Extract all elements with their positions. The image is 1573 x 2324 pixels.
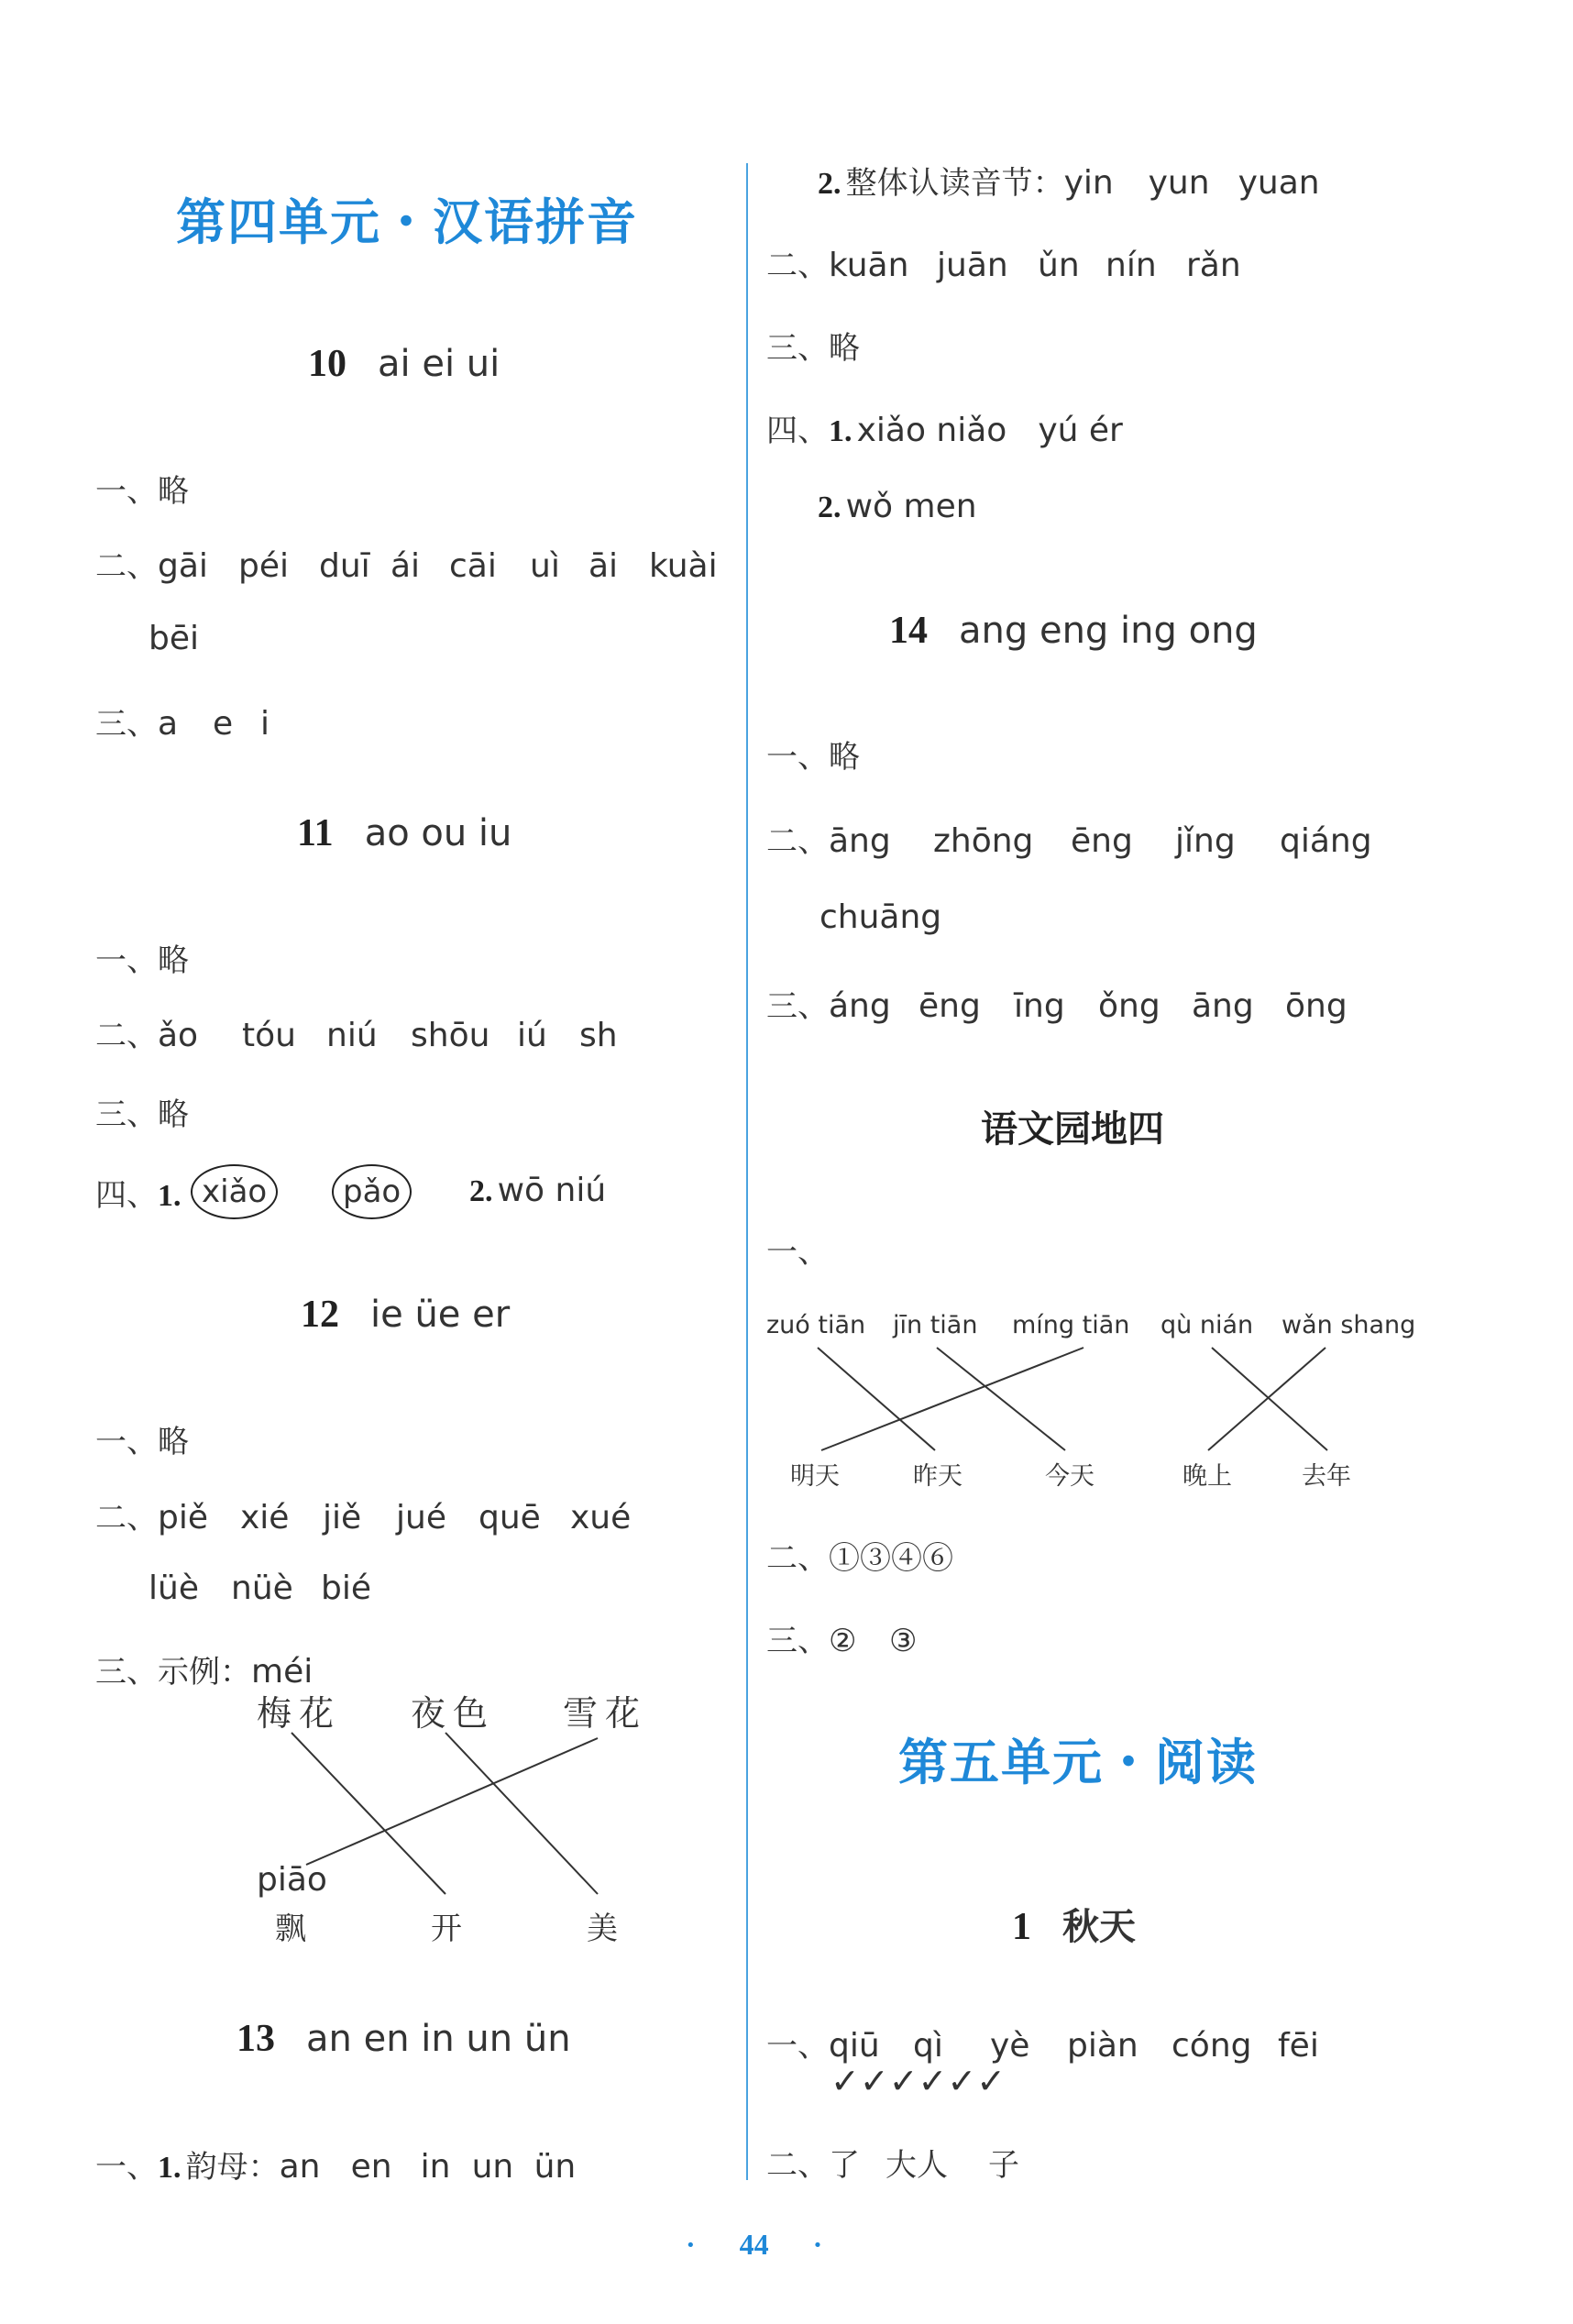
answer: yuan (1238, 164, 1320, 202)
answer: ēng (1071, 822, 1133, 860)
answer: ② (829, 1623, 857, 1659)
answer: ǎo (158, 1017, 199, 1054)
q-label: 三、示例： (95, 1654, 251, 1691)
answer: 了 (829, 2147, 860, 2184)
item-number: 2. (469, 1174, 493, 1208)
lesson-number: 13 (236, 2018, 275, 2060)
l11-q3: 三、略 (95, 1096, 189, 1133)
bottom-cn-5: 去年 (1302, 1462, 1351, 1491)
top-pinyin-4: qù nián (1160, 1311, 1254, 1339)
answer: duī (319, 547, 370, 585)
answer: i (260, 705, 270, 743)
circled-text: pǎo (332, 1164, 412, 1219)
answer: āng (1192, 987, 1254, 1025)
page-number (686, 2228, 822, 2262)
answer: fēi (1278, 2027, 1319, 2065)
checkmark: ✓ (976, 2061, 1006, 2101)
q-label: 三、 (95, 706, 158, 743)
q-label: 三、 (766, 988, 829, 1025)
answer: kuān (829, 247, 909, 284)
answer: juān (937, 247, 1008, 284)
bottom-cn-4: 晚上 (1182, 1462, 1232, 1491)
l14-q2-row2: chuāng (820, 898, 942, 936)
q-label: 二、 (766, 823, 829, 860)
answer: jiě (323, 1499, 362, 1536)
top-pinyin-2: jīn tiān (893, 1311, 978, 1339)
circled-text: xiǎo (191, 1164, 278, 1219)
sub-label: 整体认读音节： (845, 165, 1064, 202)
answer: niú (326, 1017, 378, 1054)
answer: ōng (1285, 987, 1348, 1025)
answer: yè (990, 2027, 1030, 2065)
answer: shōu (411, 1017, 490, 1054)
answer: rǎn (1186, 247, 1241, 284)
answer: 大人 (886, 2147, 948, 2184)
lesson-title: ai ei ui (378, 343, 500, 385)
l14-q1: 一、略 (766, 739, 860, 776)
item-number: 1. (158, 1179, 182, 1213)
page-dot: · (812, 2228, 823, 2261)
answer: āi (588, 547, 619, 585)
answer: yin (1063, 164, 1114, 202)
checkmark: ✓ (859, 2061, 889, 2101)
q-label: 二、 (766, 2147, 829, 2184)
answer: iú (517, 1017, 547, 1054)
garden-q2: 二、①③④⑥ (766, 1540, 953, 1577)
item-number: 2. (818, 490, 842, 524)
lesson-title: ao ou iu (364, 812, 512, 854)
match-line (1208, 1348, 1326, 1450)
answer: a (158, 705, 179, 743)
answer: jué (396, 1499, 446, 1536)
garden-title: 语文园地四 (981, 1108, 1164, 1151)
top-pinyin-5: wǎn shang (1282, 1311, 1416, 1339)
answer: péi (238, 547, 290, 585)
top-pinyin-3: míng tiān (1012, 1311, 1130, 1339)
bottom-cn-2: 昨天 (913, 1462, 962, 1491)
q-label: 四、 (95, 1177, 158, 1214)
answer: qiáng (1280, 822, 1372, 860)
answer: áng (829, 987, 891, 1025)
answer: piě (158, 1499, 209, 1536)
answer: piàn (1067, 2027, 1138, 2065)
item-number: 2. (818, 167, 842, 201)
q-label: 四、 (766, 413, 829, 449)
answer: in (420, 2148, 451, 2186)
answer: bié (321, 1570, 372, 1607)
l12-q1: 一、略 (95, 1424, 189, 1460)
answer: qì (913, 2027, 943, 2065)
answer: qiū (829, 2027, 880, 2065)
match-line (1212, 1348, 1327, 1450)
answer: quē (478, 1499, 541, 1536)
answer: kuài (649, 547, 718, 585)
lesson-number: 14 (889, 610, 928, 652)
answer: un (471, 2148, 514, 2186)
top-word-1: 梅花 (257, 1693, 342, 1734)
answer: xiǎo niǎo (856, 412, 1007, 449)
garden-q1: 一、 (766, 1234, 829, 1271)
bottom-word-3: 美 (587, 1911, 618, 1947)
checkmark: ✓ (830, 2061, 860, 2101)
answer: āng (829, 822, 891, 860)
answer: en (350, 2148, 392, 2186)
lesson-title: ie üe er (370, 1294, 511, 1336)
answer: ǔn (1038, 247, 1080, 284)
answer: lüè (148, 1570, 199, 1607)
answer: ēng (918, 987, 981, 1025)
lesson-number: 12 (301, 1294, 339, 1336)
answer: ③ (889, 1623, 918, 1659)
checkmark: ✓ (888, 2061, 918, 2101)
answer: cóng (1172, 2027, 1252, 2065)
answer: xué (570, 1499, 632, 1536)
top-pinyin-1: zuó tiān (766, 1311, 866, 1339)
answer: gāi (158, 547, 208, 585)
page-number-text: 44 (739, 2228, 769, 2261)
answer: e (213, 705, 234, 743)
answer: wō niú (497, 1172, 607, 1209)
item-number: 1. (158, 2151, 182, 2185)
sub-label: 韵母： (185, 2149, 280, 2186)
answer: nín (1106, 247, 1157, 284)
bottom-cn-1: 明天 (790, 1462, 840, 1491)
q-label: 三、 (766, 1623, 829, 1659)
unit4-title: 第四单元・汉语拼音 (176, 193, 638, 251)
match-line (821, 1348, 1084, 1450)
bottom-pinyin: piāo (257, 1861, 327, 1899)
answer: zhōng (933, 822, 1034, 860)
lesson-title: an en in un ün (306, 2018, 571, 2060)
answer: jǐng (1175, 822, 1236, 860)
bottom-word-2: 开 (431, 1911, 462, 1947)
answer: xié (240, 1499, 290, 1536)
unit5-title: 第五单元・阅读 (898, 1734, 1258, 1791)
item-number: 1. (829, 414, 852, 448)
q-label: 二、 (95, 1018, 158, 1054)
answer: uì (530, 547, 560, 585)
top-word-2: 夜色 (411, 1693, 496, 1734)
answer: ái (390, 547, 421, 585)
answer: yú ér (1038, 412, 1123, 449)
match-line (446, 1733, 598, 1894)
answer: an (279, 2148, 321, 2186)
page-dot: · (686, 2228, 696, 2261)
lesson-number: 10 (308, 343, 346, 385)
answer: wǒ men (845, 488, 977, 525)
q-label: 二、 (95, 548, 158, 585)
q-label: 二、 (95, 1500, 158, 1536)
answer: sh (579, 1017, 618, 1054)
l10-q2-row2: bēi (148, 620, 200, 657)
r-q-san: 三、略 (766, 330, 860, 367)
answer: ǒng (1098, 987, 1160, 1025)
q-label: 一、 (95, 2149, 158, 2186)
answer: ün (534, 2148, 577, 2186)
lesson-title: ang eng ing ong (959, 610, 1258, 652)
bottom-cn-3: 今天 (1045, 1462, 1094, 1491)
lesson-title: 秋天 (1062, 1906, 1136, 1948)
checkmark: ✓ (918, 2061, 948, 2101)
top-word-3: 雪花 (563, 1693, 648, 1734)
checkmark: ✓ (947, 2061, 977, 2101)
answer: yun (1148, 164, 1210, 202)
lesson-number: 11 (297, 812, 334, 854)
answer: īng (1014, 987, 1065, 1025)
q-label: 一、 (766, 2028, 829, 2065)
answer: cāi (449, 547, 497, 585)
answer: tóu (242, 1017, 296, 1054)
l11-q1: 一、略 (95, 942, 189, 979)
bottom-word-1: 飘 (275, 1911, 306, 1947)
q-label: 二、 (766, 248, 829, 284)
example-pinyin: méi (251, 1653, 314, 1691)
answer: 子 (988, 2147, 1019, 2184)
lesson-number: 1 (1012, 1906, 1031, 1948)
match-line (818, 1348, 935, 1450)
match-line (306, 1738, 598, 1865)
answer: nüè (231, 1570, 293, 1607)
l10-q1: 一、略 (95, 473, 189, 510)
